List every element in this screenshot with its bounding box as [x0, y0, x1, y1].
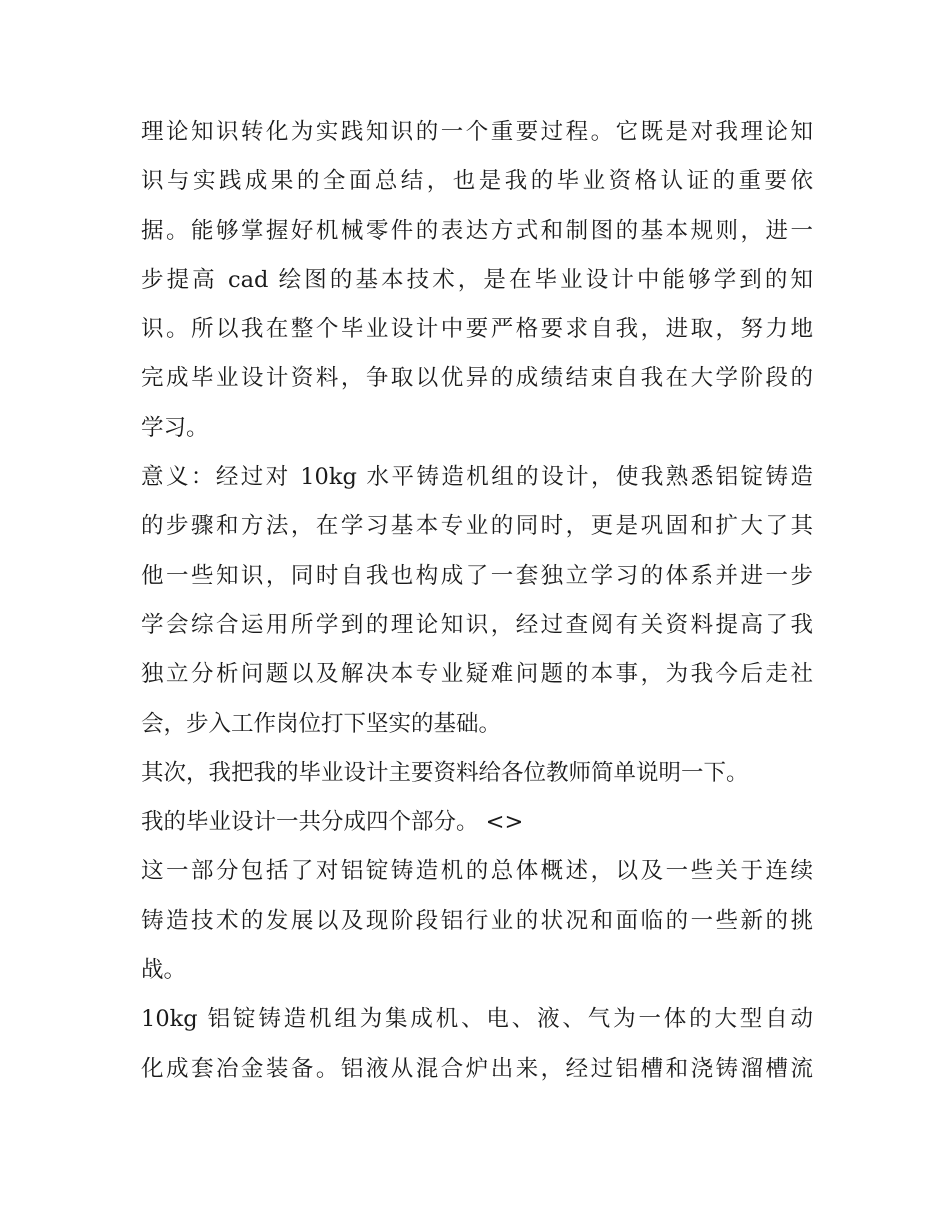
text-line: 意义：经过对 10kg 水平铸造机组的设计，使我熟悉铝锭铸造 — [141, 464, 813, 491]
paragraph-intro — [141, 108, 813, 453]
text-line: 化成套冶金装备。铝液从混合炉出来，经过铝槽和浇铸溜槽流 — [141, 1055, 813, 1082]
text-line: 学会综合运用所学到的理论知识，经过查阅有关资料提高了我 — [141, 611, 813, 638]
paragraph-parts — [141, 798, 813, 847]
text-line: 铸造技术的发展以及现阶段铝行业的状况和面临的一些新的挑 — [141, 907, 813, 934]
text-line: 识。所以我在整个毕业设计中要严格要求自我，进取，努力地 — [141, 316, 813, 343]
text-line: 步提高 cad 绘图的基本技术，是在毕业设计中能够学到的知 — [141, 266, 813, 293]
text-line: 会，步入工作岗位打下坚实的基础。 — [141, 710, 502, 737]
text-line: 独立分析问题以及解决本专业疑难问题的本事，为我今后走社 — [141, 661, 813, 688]
text-line: 识与实践成果的全面总结，也是我的毕业资格认证的重要依 — [141, 168, 813, 195]
text-line: 我的毕业设计一共分成四个部分。 <> — [141, 809, 524, 836]
text-line: 理论知识转化为实践知识的一个重要过程。它既是对我理论知 — [141, 119, 813, 145]
text-line: 战。 — [141, 957, 187, 984]
paragraph-part-one — [141, 847, 813, 995]
text-line: 的步骤和方法，在学习基本专业的同时，更是巩固和扩大了其 — [141, 513, 813, 540]
text-line: 学习。 — [141, 414, 209, 441]
paragraph-unit — [141, 995, 813, 1094]
body-text — [141, 108, 813, 1094]
text-line: 他一些知识，同时自我也构成了一套独立学习的体系并进一步 — [141, 562, 813, 589]
text-line: 据。能够掌握好机械零件的表达方式和制图的基本规则，进一 — [141, 217, 813, 244]
text-line: 完成毕业设计资料，争取以优异的成绩结束自我在大学阶段的 — [141, 365, 813, 392]
paragraph-significance — [141, 453, 813, 749]
text-line: 这一部分包括了对铝锭铸造机的总体概述，以及一些关于连续 — [141, 858, 813, 885]
paragraph-next — [141, 749, 813, 798]
text-line: 10kg 铝锭铸造机组为集成机、电、液、气为一体的大型自动 — [141, 1006, 813, 1033]
text-line: 其次，我把我的毕业设计主要资料给各位教师简单说明一下。 — [141, 759, 749, 786]
